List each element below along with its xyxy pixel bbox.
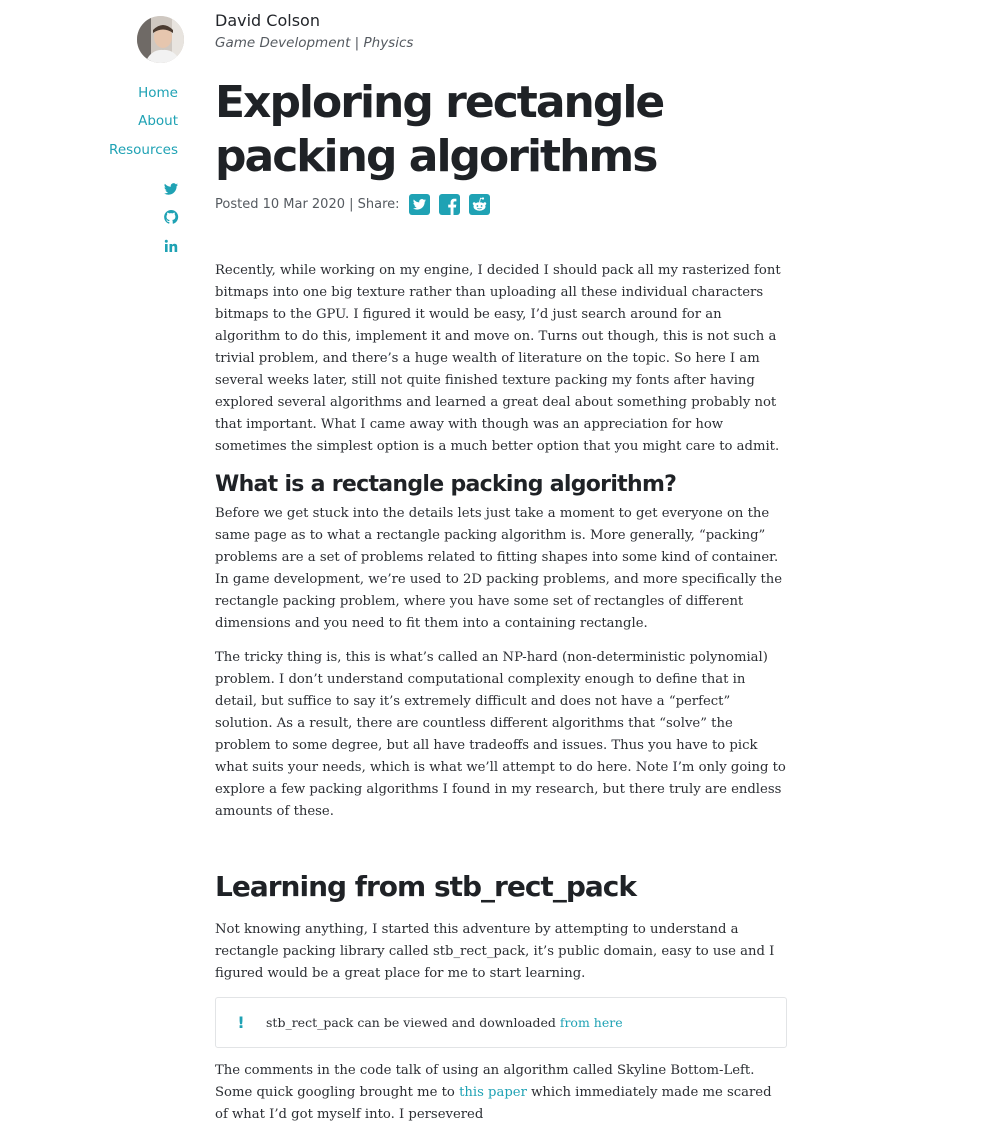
post-meta [215, 194, 787, 215]
section-heading-stb-rect-pack: Learning from stb_rect_pack [215, 870, 636, 903]
section2-paragraph-1: Not knowing anything, I started this adventure by attempting to understand a rectangle packing library called stb_rect_pack, it’s public domain, easy to use and I figured would be a great place for me to start learning. [215, 922, 775, 981]
author-tagline: Game Development | Physics [215, 35, 414, 51]
github-icon[interactable] [163, 209, 179, 225]
nav-about[interactable]: About [138, 113, 178, 129]
callout-link[interactable]: from here [559, 1015, 623, 1030]
article [215, 70, 787, 1126]
callout-box [215, 997, 787, 1048]
twitter-icon[interactable] [409, 194, 430, 215]
author-name[interactable]: David Colson [215, 11, 320, 30]
twitter-icon[interactable] [163, 181, 179, 197]
section2-paragraph-2 [215, 1060, 787, 1126]
post-date-share-label: Posted 10 Mar 2020 | Share: [215, 197, 400, 212]
post-title: Exploring rectangle packing algorithms [215, 77, 664, 182]
section-heading-what-is: What is a rectangle packing algorithm? [215, 472, 677, 497]
section2-paragraph-2-text-end: which immediately made me scared of what I’d got myself into. I persevered [215, 1085, 772, 1122]
nav-home[interactable]: Home [138, 85, 178, 101]
reddit-icon[interactable] [469, 194, 490, 215]
section2-paragraph-2-text: The comments in the code talk of using an algorithm called Skyline Bottom-Left. Some quick googling brought me to [215, 1063, 755, 1100]
facebook-icon[interactable] [439, 194, 460, 215]
callout-text-body: stb_rect_pack can be viewed and downloaded [266, 1015, 560, 1030]
avatar-portrait-icon [137, 16, 184, 63]
section1-paragraph-2: The tricky thing is, this is what’s called an NP-hard (non-deterministic polynomial) problem. I don’t understand computational complexity enough to define that in detail, but suffice to say it’s extremely difficult and does not have a “perfect” solution. As a result, there are countless different algorithms that “solve” the problem to some degree, but all have tradeoffs and issues. Thus you have to pick what suits your needs, which is what we’ll attempt to do here. Note I’m only going to explore a few packing algorithms I found in my research, but there truly are endless amounts of these. [215, 650, 786, 819]
avatar[interactable] [137, 16, 184, 63]
nav-resources[interactable]: Resources [109, 142, 178, 158]
intro-paragraph: Recently, while working on my engine, I decided I should pack all my rasterized font bitmaps into one big texture rather than uploading all these individual characters bitmaps to the GPU. I figured it would be easy, I’d just search around for an algorithm to do this, implement it and move on. Turns out though, this is not such a trivial problem, and there’s a huge wealth of literature on the topic. So here I am several weeks later, still not quite finished texture packing my fonts after having explored several algorithms and learned a great deal about something probably not that important. What I came away with though was an appreciation for how sometimes the simplest option is a much better option that you might care to admit. [215, 263, 781, 454]
linkedin-icon[interactable] [163, 238, 179, 254]
callout-text [266, 1015, 623, 1030]
section1-paragraph-1: Before we get stuck into the details lets just take a moment to get everyone on the same page as to what a rectangle packing algorithm is. More generally, “packing” problems are a set of problems related to fitting shapes into some kind of container. In game development, we’re used to 2D packing problems, and more specifically the rectangle packing problem, where you have some set of rectangles of different dimensions and you need to fit them into a containing rectangle. [215, 506, 783, 631]
exclamation-icon: ! [237, 1013, 245, 1032]
this-paper-link[interactable]: this paper [459, 1085, 527, 1100]
